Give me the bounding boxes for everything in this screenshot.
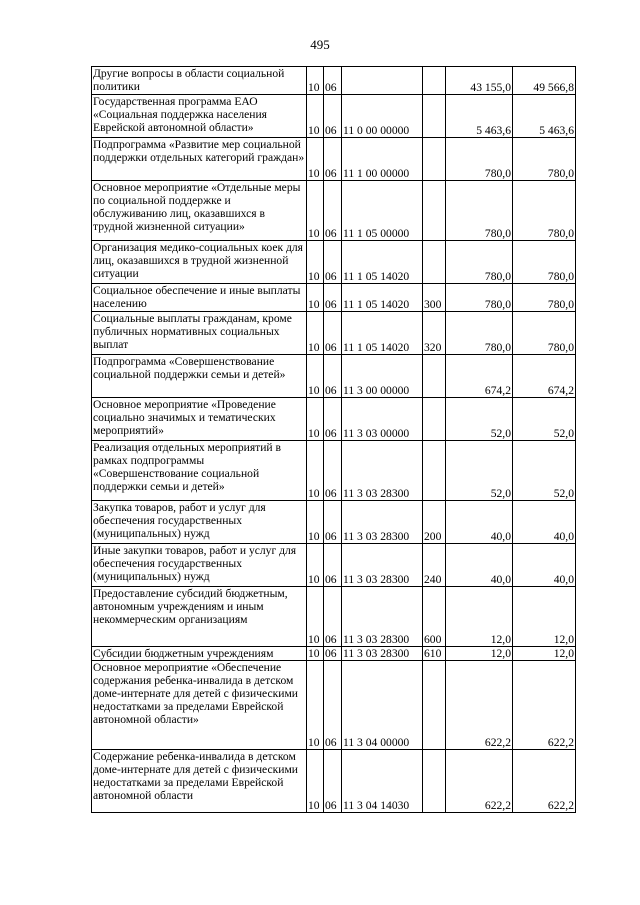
row-expense-type: 320	[423, 312, 446, 355]
row-sum-year2: 674,2	[513, 355, 576, 398]
row-expense-type	[423, 750, 446, 813]
row-expense-type	[423, 441, 446, 501]
table-row	[92, 67, 576, 95]
row-name: Предоставление субсидий бюджетным, автономным учреждениям и иным некоммерческим организациям	[92, 587, 307, 647]
row-subsection: 06	[324, 355, 342, 398]
row-section: 10	[307, 661, 324, 750]
table-row	[92, 501, 576, 544]
row-expense-type	[423, 67, 446, 95]
row-target-article: 11 3 03 28300	[342, 544, 423, 587]
row-target-article: 11 1 00 00000	[342, 138, 423, 181]
row-sum-year1: 780,0	[446, 312, 513, 355]
row-section: 10	[307, 95, 324, 138]
row-section: 10	[307, 312, 324, 355]
row-sum-year2: 52,0	[513, 398, 576, 441]
row-sum-year1: 52,0	[446, 441, 513, 501]
row-subsection: 06	[324, 241, 342, 284]
row-sum-year1: 12,0	[446, 587, 513, 647]
row-sum-year2: 12,0	[513, 647, 576, 661]
row-section: 10	[307, 355, 324, 398]
row-subsection: 06	[324, 398, 342, 441]
table-row	[92, 312, 576, 355]
row-section: 10	[307, 441, 324, 501]
row-section: 10	[307, 67, 324, 95]
row-sum-year2: 780,0	[513, 312, 576, 355]
row-expense-type	[423, 241, 446, 284]
row-expense-type: 300	[423, 284, 446, 312]
row-section: 10	[307, 647, 324, 661]
row-sum-year1: 40,0	[446, 544, 513, 587]
row-section: 10	[307, 181, 324, 241]
row-expense-type: 200	[423, 501, 446, 544]
row-target-article: 11 3 04 00000	[342, 661, 423, 750]
row-expense-type	[423, 181, 446, 241]
row-sum-year1: 52,0	[446, 398, 513, 441]
row-subsection: 06	[324, 312, 342, 355]
row-section: 10	[307, 241, 324, 284]
row-subsection: 06	[324, 67, 342, 95]
row-sum-year2: 12,0	[513, 587, 576, 647]
row-section: 10	[307, 284, 324, 312]
table-row	[92, 544, 576, 587]
row-sum-year1: 780,0	[446, 181, 513, 241]
row-sum-year2: 5 463,6	[513, 95, 576, 138]
row-target-article: 11 3 03 28300	[342, 647, 423, 661]
row-expense-type: 610	[423, 647, 446, 661]
page-number: 495	[310, 37, 330, 52]
row-sum-year1: 674,2	[446, 355, 513, 398]
row-target-article: 11 1 05 14020	[342, 284, 423, 312]
row-sum-year2: 780,0	[513, 241, 576, 284]
row-sum-year1: 780,0	[446, 241, 513, 284]
row-expense-type	[423, 661, 446, 750]
row-name: Другие вопросы в области социальной политики	[92, 67, 307, 95]
row-name: Социальное обеспечение и иные выплаты населению	[92, 284, 307, 312]
row-expense-type	[423, 95, 446, 138]
table-row	[92, 587, 576, 647]
table-row	[92, 355, 576, 398]
row-subsection: 06	[324, 95, 342, 138]
row-sum-year2: 622,2	[513, 661, 576, 750]
table-row	[92, 647, 576, 661]
row-sum-year2: 780,0	[513, 284, 576, 312]
row-subsection: 06	[324, 441, 342, 501]
row-name: Реализация отдельных мероприятий в рамках подпрограммы «Совершенствование социальной поддержки семьи и детей»	[92, 441, 307, 501]
row-target-article	[342, 67, 423, 95]
table-row	[92, 241, 576, 284]
row-target-article: 11 1 05 14020	[342, 241, 423, 284]
row-expense-type	[423, 138, 446, 181]
row-sum-year2: 40,0	[513, 544, 576, 587]
table-row	[92, 284, 576, 312]
row-name: Социальные выплаты гражданам, кроме публичных нормативных социальных выплат	[92, 312, 307, 355]
row-target-article: 11 3 00 00000	[342, 355, 423, 398]
row-name: Основное мероприятие «Проведение социально значимых и тематических мероприятий»	[92, 398, 307, 441]
table-row	[92, 95, 576, 138]
row-name: Содержание ребенка-инвалида в детском доме-интернате для детей с физическими недостатками за пределами Еврейской автономной области	[92, 750, 307, 813]
row-name: Основное мероприятие «Обеспечение содержания ребенка-инвалида в детском доме-интернате для детей с физическими недостатками за пределами Еврейской автономной области»	[92, 661, 307, 750]
row-sum-year1: 622,2	[446, 750, 513, 813]
row-subsection: 06	[324, 181, 342, 241]
budget-table	[91, 66, 576, 813]
row-target-article: 11 1 05 00000	[342, 181, 423, 241]
row-target-article: 11 3 03 28300	[342, 587, 423, 647]
row-subsection: 06	[324, 284, 342, 312]
row-sum-year2: 780,0	[513, 181, 576, 241]
row-sum-year2: 49 566,8	[513, 67, 576, 95]
row-subsection: 06	[324, 661, 342, 750]
row-subsection: 06	[324, 647, 342, 661]
row-subsection: 06	[324, 138, 342, 181]
row-sum-year1: 780,0	[446, 138, 513, 181]
table-row	[92, 138, 576, 181]
row-name: Подпрограмма «Совершенствование социальной поддержки семьи и детей»	[92, 355, 307, 398]
row-name: Государственная программа ЕАО «Социальная поддержка населения Еврейской автономной области»	[92, 95, 307, 138]
row-sum-year2: 622,2	[513, 750, 576, 813]
row-subsection: 06	[324, 587, 342, 647]
table-row	[92, 398, 576, 441]
row-section: 10	[307, 544, 324, 587]
row-name: Иные закупки товаров, работ и услуг для обеспечения государственных (муниципальных) нужд	[92, 544, 307, 587]
row-target-article: 11 0 00 00000	[342, 95, 423, 138]
row-target-article: 11 3 03 28300	[342, 501, 423, 544]
row-sum-year1: 12,0	[446, 647, 513, 661]
row-sum-year1: 622,2	[446, 661, 513, 750]
row-section: 10	[307, 138, 324, 181]
row-target-article: 11 3 03 28300	[342, 441, 423, 501]
row-name: Организация медико-социальных коек для лиц, оказавшихся в трудной жизненной ситуации	[92, 241, 307, 284]
row-subsection: 06	[324, 501, 342, 544]
row-subsection: 06	[324, 544, 342, 587]
row-subsection: 06	[324, 750, 342, 813]
row-sum-year2: 780,0	[513, 138, 576, 181]
row-sum-year1: 40,0	[446, 501, 513, 544]
table-row	[92, 750, 576, 813]
row-expense-type	[423, 398, 446, 441]
row-sum-year1: 43 155,0	[446, 67, 513, 95]
budget-table-body	[92, 67, 576, 813]
row-expense-type	[423, 355, 446, 398]
row-section: 10	[307, 398, 324, 441]
row-sum-year2: 40,0	[513, 501, 576, 544]
row-name: Подпрограмма «Развитие мер социальной поддержки отдельных категорий граждан»	[92, 138, 307, 181]
row-sum-year2: 52,0	[513, 441, 576, 501]
table-row	[92, 441, 576, 501]
row-name: Субсидии бюджетным учреждениям	[92, 647, 307, 661]
row-sum-year1: 780,0	[446, 284, 513, 312]
row-expense-type: 600	[423, 587, 446, 647]
row-section: 10	[307, 587, 324, 647]
row-target-article: 11 3 04 14030	[342, 750, 423, 813]
row-name: Основное мероприятие «Отдельные меры по социальной поддержке и обслуживанию лиц, оказавшихся в трудной жизненной ситуации»	[92, 181, 307, 241]
row-target-article: 11 1 05 14020	[342, 312, 423, 355]
row-section: 10	[307, 750, 324, 813]
row-section: 10	[307, 501, 324, 544]
table-row	[92, 181, 576, 241]
row-sum-year1: 5 463,6	[446, 95, 513, 138]
row-expense-type: 240	[423, 544, 446, 587]
table-row	[92, 661, 576, 750]
row-name: Закупка товаров, работ и услуг для обеспечения государственных (муниципальных) нужд	[92, 501, 307, 544]
row-target-article: 11 3 03 00000	[342, 398, 423, 441]
